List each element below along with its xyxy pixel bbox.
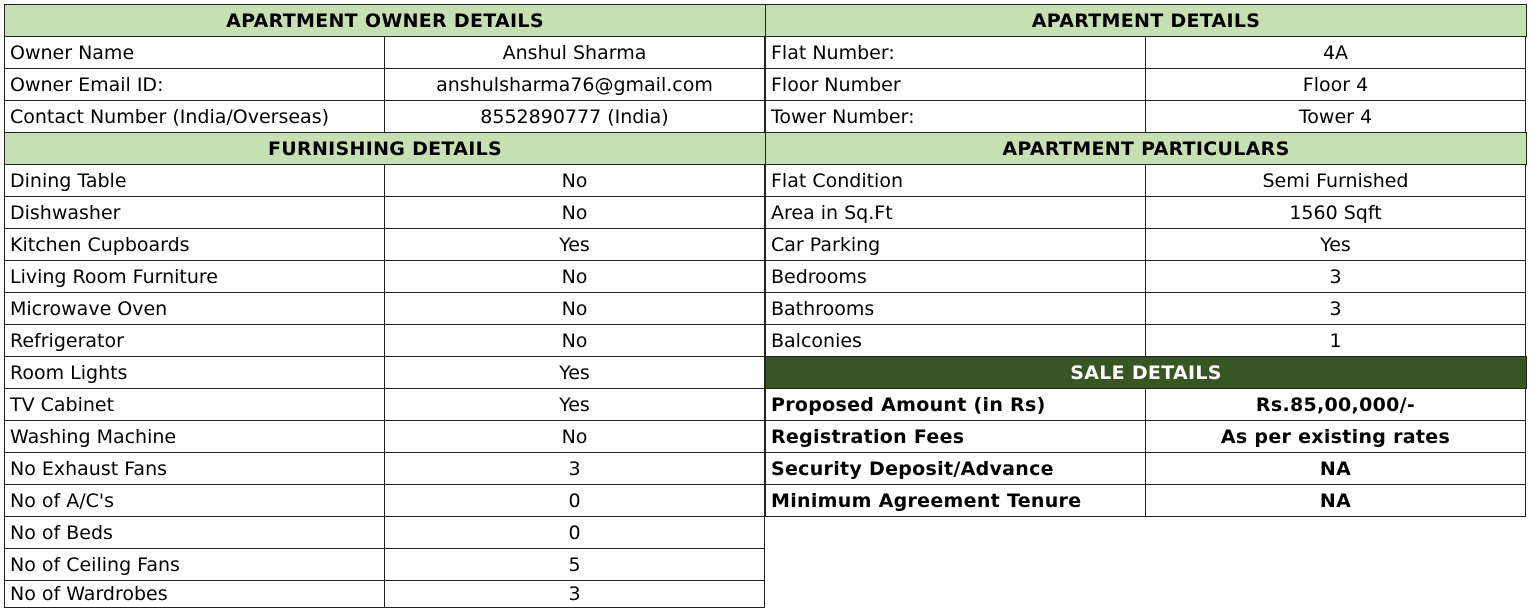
furnishing-item-value: No xyxy=(384,292,765,325)
apartment-details-header: APARTMENT DETAILS xyxy=(765,4,1527,37)
furnishing-item-value: Yes xyxy=(384,356,765,389)
owner-name-label: Owner Name xyxy=(4,36,385,69)
table-row xyxy=(765,36,1526,68)
table-row xyxy=(4,516,765,548)
table-row xyxy=(765,484,1526,516)
furnishing-item-value: Yes xyxy=(384,228,765,261)
floor-number-value: Floor 4 xyxy=(1145,68,1526,101)
table-row xyxy=(4,388,765,420)
furnishing-item-label: No of Wardrobes xyxy=(4,580,385,608)
table-row xyxy=(4,452,765,484)
contact-number-value: 8552890777 (India) xyxy=(384,100,765,133)
owner-details-header: APARTMENT OWNER DETAILS xyxy=(4,4,766,37)
apartment-particulars-header-row xyxy=(765,132,1526,164)
sale-item-label: Security Deposit/Advance xyxy=(765,452,1146,485)
table-row xyxy=(4,228,765,260)
owner-row xyxy=(4,100,765,132)
flat-number-value: 4A xyxy=(1145,36,1526,69)
table-row xyxy=(4,548,765,580)
furnishing-item-label: Refrigerator xyxy=(4,324,385,357)
sale-item-label: Registration Fees xyxy=(765,420,1146,453)
owner-email-label: Owner Email ID: xyxy=(4,68,385,101)
table-row xyxy=(4,484,765,516)
contact-number-label: Contact Number (India/Overseas) xyxy=(4,100,385,133)
sale-details-header-row xyxy=(765,356,1526,388)
furnishing-item-label: Living Room Furniture xyxy=(4,260,385,293)
furnishing-item-value: 0 xyxy=(384,516,765,549)
table-row xyxy=(4,164,765,196)
particular-value: 3 xyxy=(1145,292,1526,325)
table-row xyxy=(4,580,765,608)
table-row xyxy=(765,260,1526,292)
furnishing-item-value: No xyxy=(384,324,765,357)
furnishing-item-label: No of Beds xyxy=(4,516,385,549)
table-row xyxy=(765,420,1526,452)
apartment-details-header-row xyxy=(765,4,1526,36)
furnishing-item-value: No xyxy=(384,260,765,293)
furnishing-item-label: TV Cabinet xyxy=(4,388,385,421)
sale-item-label: Minimum Agreement Tenure xyxy=(765,484,1146,517)
furnishing-details-header: FURNISHING DETAILS xyxy=(4,132,766,165)
table-row xyxy=(765,228,1526,260)
particular-value: Semi Furnished xyxy=(1145,164,1526,197)
tower-number-value: Tower 4 xyxy=(1145,100,1526,133)
floor-number-label: Floor Number xyxy=(765,68,1146,101)
particular-label: Balconies xyxy=(765,324,1146,357)
particular-label: Area in Sq.Ft xyxy=(765,196,1146,229)
owner-email-value: anshulsharma76@gmail.com xyxy=(384,68,765,101)
furnishing-item-label: Kitchen Cupboards xyxy=(4,228,385,261)
table-row xyxy=(765,68,1526,100)
furnishing-item-value: No xyxy=(384,420,765,453)
particular-label: Bathrooms xyxy=(765,292,1146,325)
furnishing-item-label: Dining Table xyxy=(4,164,385,197)
table-row xyxy=(4,292,765,324)
particular-value: 1560 Sqft xyxy=(1145,196,1526,229)
table-row xyxy=(4,420,765,452)
furnishing-item-value: 0 xyxy=(384,484,765,517)
table-row xyxy=(765,452,1526,484)
furnishing-item-label: Microwave Oven xyxy=(4,292,385,325)
table-row xyxy=(4,356,765,388)
sale-item-value: Rs.85,00,000/- xyxy=(1145,388,1526,421)
particular-value: 3 xyxy=(1145,260,1526,293)
table-row xyxy=(4,260,765,292)
particular-value: 1 xyxy=(1145,324,1526,357)
sale-item-value: As per existing rates xyxy=(1145,420,1526,453)
table-row xyxy=(4,196,765,228)
particular-value: Yes xyxy=(1145,228,1526,261)
furnishing-item-label: Washing Machine xyxy=(4,420,385,453)
furnishing-item-value: 3 xyxy=(384,452,765,485)
table-row xyxy=(4,324,765,356)
owner-name-value: Anshul Sharma xyxy=(384,36,765,69)
furnishing-item-value: 5 xyxy=(384,548,765,581)
table-row xyxy=(765,324,1526,356)
table-row xyxy=(765,388,1526,420)
apartment-particulars-header: APARTMENT PARTICULARS xyxy=(765,132,1527,165)
particular-label: Bedrooms xyxy=(765,260,1146,293)
furnishing-item-label: Dishwasher xyxy=(4,196,385,229)
furnishing-item-value: Yes xyxy=(384,388,765,421)
table-row xyxy=(765,196,1526,228)
furnishing-item-label: Room Lights xyxy=(4,356,385,389)
table-row xyxy=(765,292,1526,324)
sale-item-label: Proposed Amount (in Rs) xyxy=(765,388,1146,421)
furnishing-item-label: No Exhaust Fans xyxy=(4,452,385,485)
owner-row xyxy=(4,36,765,68)
property-details-sheet xyxy=(4,4,1525,608)
sale-item-value: NA xyxy=(1145,452,1526,485)
table-row xyxy=(765,164,1526,196)
owner-row xyxy=(4,68,765,100)
flat-number-label: Flat Number: xyxy=(765,36,1146,69)
owner-details-header-row xyxy=(4,4,765,36)
sale-item-value: NA xyxy=(1145,484,1526,517)
furnishing-item-value: 3 xyxy=(384,580,765,608)
particular-label: Car Parking xyxy=(765,228,1146,261)
furnishing-item-value: No xyxy=(384,196,765,229)
furnishing-item-label: No of Ceiling Fans xyxy=(4,548,385,581)
sale-details-header: SALE DETAILS xyxy=(765,356,1527,389)
furnishing-item-label: No of A/C's xyxy=(4,484,385,517)
table-row xyxy=(765,100,1526,132)
tower-number-label: Tower Number: xyxy=(765,100,1146,133)
particular-label: Flat Condition xyxy=(765,164,1146,197)
furnishing-item-value: No xyxy=(384,164,765,197)
furnishing-details-header-row xyxy=(4,132,765,164)
